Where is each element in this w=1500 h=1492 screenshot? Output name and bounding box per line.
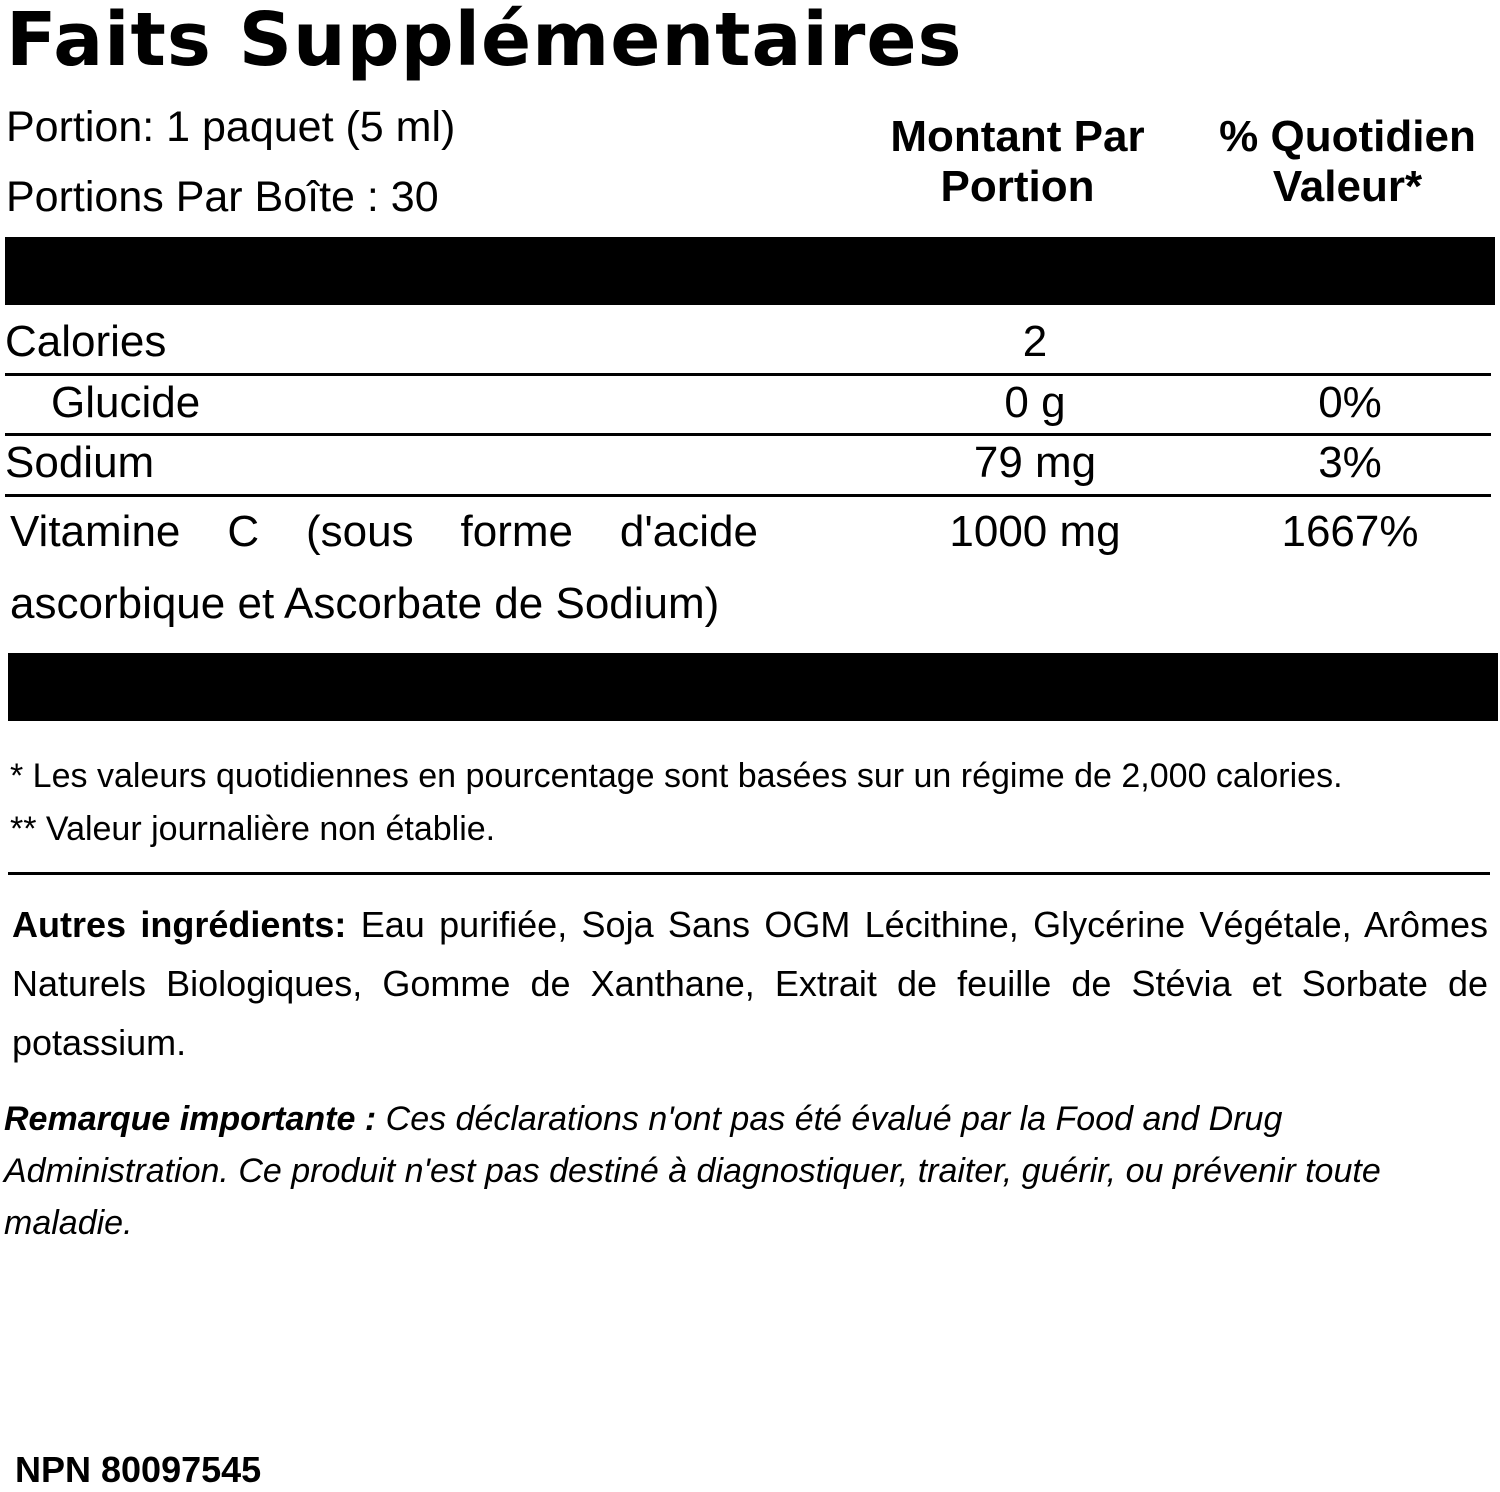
nutrient-amount: 0 g xyxy=(1004,378,1066,427)
nutrient-dv: 3% xyxy=(1318,438,1382,487)
serving-size: Portion: 1 paquet (5 ml) xyxy=(6,103,456,151)
nutrient-row-sodium xyxy=(5,437,1491,493)
other-ingredients xyxy=(12,895,1488,1072)
nutrient-dv: 0% xyxy=(1318,378,1382,427)
bottom-divider-bar xyxy=(8,653,1498,721)
amount-per-serving-header xyxy=(880,112,1155,212)
nutrient-amount: 79 mg xyxy=(973,438,1097,487)
nutrient-name: Glucide xyxy=(51,378,201,427)
nutrient-amount: 1000 mg xyxy=(949,507,1121,556)
servings-per-container: Portions Par Boîte : 30 xyxy=(6,173,439,221)
other-ingredients-label: Autres ingrédients: xyxy=(12,904,347,945)
section-divider xyxy=(8,872,1490,875)
nutrient-name: Vitamine C (sous forme d'acide ascorbique et Ascorbate de Sodium) xyxy=(10,507,758,628)
dv-header-line1: % Quotidien xyxy=(1219,112,1476,161)
npn-number: NPN 80097545 xyxy=(15,1449,262,1490)
dv-header-line2: Valeur* xyxy=(1272,162,1423,211)
top-divider-bar xyxy=(5,237,1495,305)
important-remark xyxy=(4,1093,1494,1249)
nutrient-amount: 2 xyxy=(1022,317,1048,366)
page-title: Faits Supplémentaires xyxy=(6,0,963,83)
amount-header-line2: Portion xyxy=(940,162,1095,211)
row-divider xyxy=(5,373,1491,376)
row-divider xyxy=(5,433,1491,436)
nutrient-row-glucide xyxy=(5,377,1491,433)
nutrient-name: Sodium xyxy=(5,438,155,487)
footnote-daily-value: * Les valeurs quotidiennes en pourcentage sont basées sur un régime de 2,000 calories. xyxy=(10,757,1343,795)
amount-header-line1: Montant Par xyxy=(890,112,1145,161)
remark-label: Remarque importante : xyxy=(4,1100,377,1138)
other-ingredients-text: Eau purifiée, Soja Sans OGM Lécithine, Glycérine Végétale, Arômes Naturels Biologiques, Gomme de Xanthane, Extrait de feuille de Stévia et Sorbate de potassium. xyxy=(12,904,1488,1063)
daily-value-header xyxy=(1210,112,1485,212)
nutrient-dv: 1667% xyxy=(1281,507,1419,556)
remark-text: Ces déclarations n'ont pas été évalué par la Food and Drug Administration. Ce produit n'est pas destiné à diagnostiquer, traiter, guérir, ou prévenir toute maladie. xyxy=(4,1100,1381,1242)
footnote-not-established: ** Valeur journalière non établie. xyxy=(10,810,496,848)
nutrient-row-calories xyxy=(5,316,1491,372)
nutrient-name: Calories xyxy=(5,317,167,366)
nutrient-row-vitamin-c xyxy=(5,496,1491,640)
